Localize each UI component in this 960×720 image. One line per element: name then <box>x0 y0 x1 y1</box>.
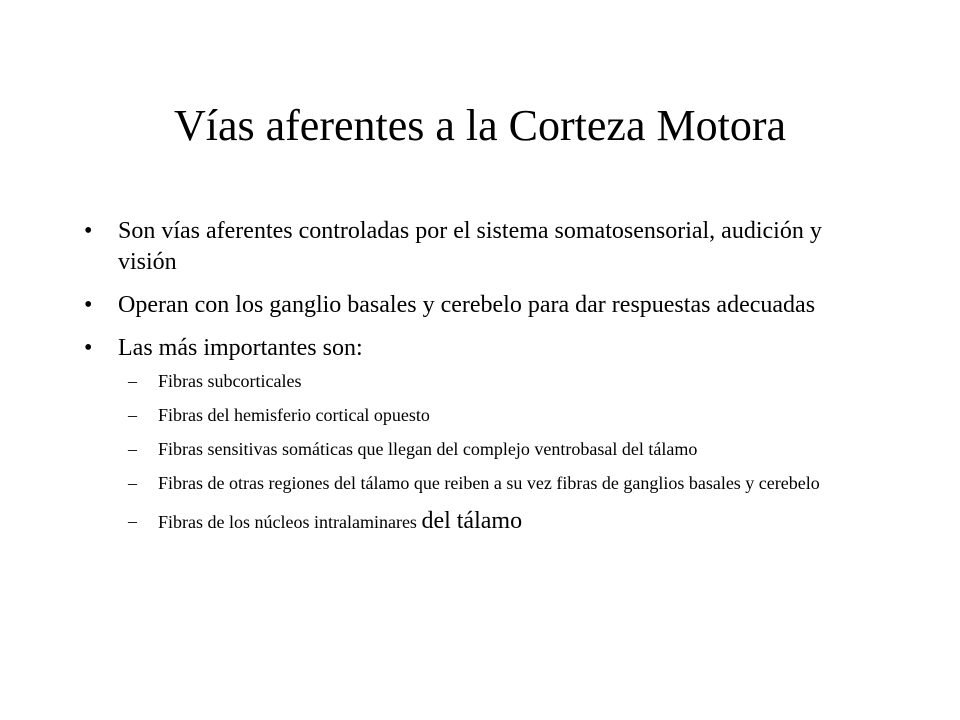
sub-item <box>118 472 858 494</box>
sub-text: Fibras subcorticales <box>158 371 302 391</box>
sub-item <box>118 404 858 426</box>
sub-item <box>118 510 858 533</box>
sub-item <box>118 438 858 460</box>
bullet-marker: • <box>84 218 93 244</box>
sub-marker: – <box>128 405 137 425</box>
bullet-item <box>84 290 884 321</box>
bullet-marker: • <box>84 335 93 361</box>
bullet-list <box>84 216 884 545</box>
bullet-text: Las más importantes son: <box>118 335 363 361</box>
bullet-item <box>84 216 884 278</box>
sub-list <box>118 370 858 533</box>
bullet-item <box>84 333 884 533</box>
slide-title: Vías aferentes a la Corteza Motora <box>173 101 787 150</box>
sub-text: Fibras de los núcleos intralaminares <box>158 512 417 532</box>
bullet-marker: • <box>84 292 93 318</box>
sub-marker: – <box>128 371 137 391</box>
sub-item <box>118 370 858 392</box>
sub-text: Fibras de otras regiones del tálamo que reiben a su vez fibras de ganglios basales y cerebelo <box>158 473 820 493</box>
sub-marker: – <box>128 473 137 493</box>
sub-text: Fibras del hemisferio cortical opuesto <box>158 405 430 425</box>
sub-marker: – <box>128 511 137 531</box>
sub-text: Fibras sensitivas somáticas que llegan del complejo ventrobasal del tálamo <box>158 439 698 459</box>
sub-marker: – <box>128 439 137 459</box>
bullet-text: Operan con los ganglio basales y cerebelo para dar respuestas adecuadas <box>118 292 816 318</box>
sub-emphasis-text: del tálamo <box>421 508 523 534</box>
bullet-text: Son vías aferentes controladas por el sistema somatosensorial, audición y visión <box>118 218 822 275</box>
